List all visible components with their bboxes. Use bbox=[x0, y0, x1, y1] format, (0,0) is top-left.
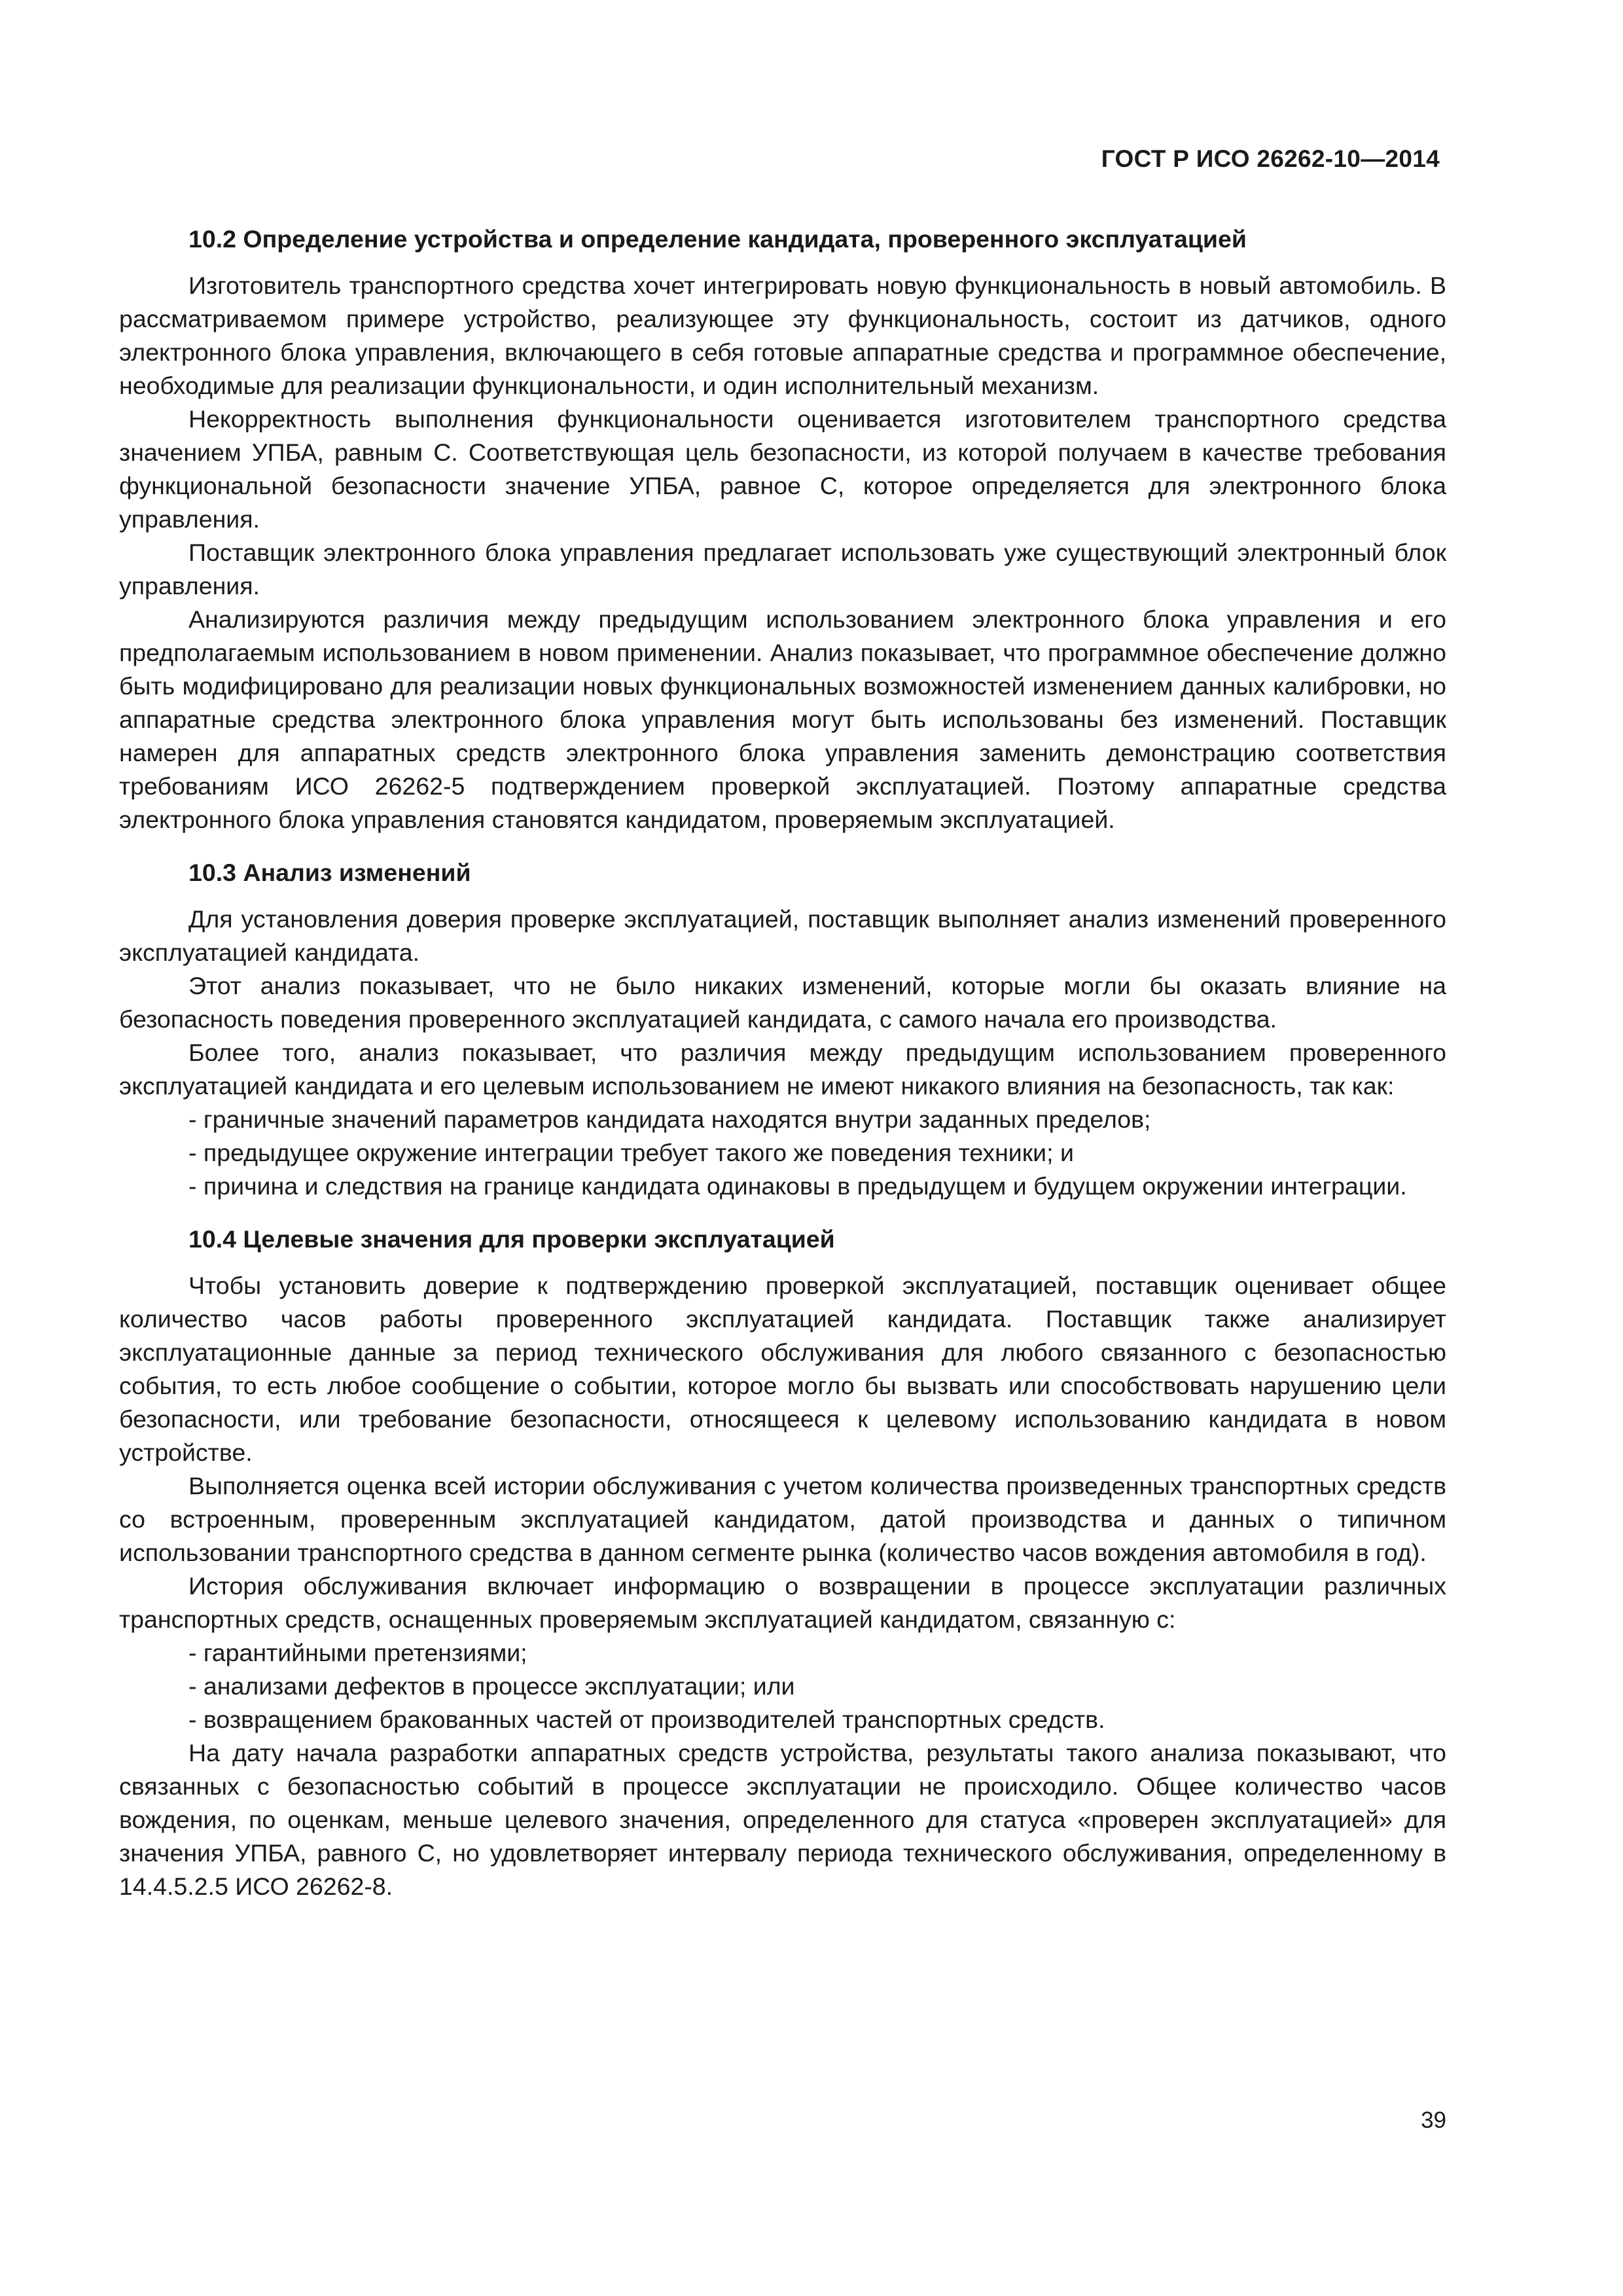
list-item: - возвращением бракованных частей от производителей транспортных средств. bbox=[188, 1706, 1105, 1733]
list-item: - предыдущее окружение интеграции требует такого же поведения техники; и bbox=[188, 1139, 1074, 1166]
paragraph: Поставщик электронного блока управления предлагает использовать уже существующий электронный блок управления. bbox=[119, 539, 1446, 600]
paragraph: Некорректность выполнения функциональности оценивается изготовителем транспортного средства значением УПБА, равным С. Соответствующая цель безопасности, из которой получаем в качестве требования функциональной безопасности значение УПБА, равное С, которое определяется для электронного блока управления. bbox=[119, 405, 1446, 533]
paragraph: Чтобы установить доверие к подтверждению проверкой эксплуатацией, поставщик оценивает общее количество часов работы проверенного эксплуатацией кандидата. Поставщик также анализирует эксплуатационные данные за период технического обслуживания для любого связанного с безопасностью события, то есть любое сообщение о событии, которое могло бы вызвать или способствовать нарушению цели безопасности, или требование безопасности, относящееся к целевому использованию кандидата в новом устройстве. bbox=[119, 1272, 1446, 1466]
list-item: - причина и следствия на границе кандидата одинаковы в предыдущем и будущем окружении интеграции. bbox=[188, 1172, 1407, 1200]
paragraph: Более того, анализ показывает, что различия между предыдущим использованием проверенного эксплуатацией кандидата и его целевым использованием не имеют никакого влияния на безопасность, так как: bbox=[119, 1039, 1446, 1100]
section-heading-10-2: 10.2 Определение устройства и определение кандидата, проверенного эксплуатацией bbox=[188, 225, 1247, 253]
list-item: - гарантийными претензиями; bbox=[188, 1639, 527, 1666]
section-heading-10-3: 10.3 Анализ изменений bbox=[188, 859, 471, 886]
document-body bbox=[119, 223, 1446, 1903]
paragraph: Анализируются различия между предыдущим использованием электронного блока управления и его предполагаемым использованием в новом применении. Анализ показывает, что программное обеспечение должно быть модифицировано для реализации новых функциональных возможностей изменением данных калибровки, но аппаратные средства электронного блока управления могут быть использованы без изменений. Поставщик намерен для аппаратных средств электронного блока управления заменить демонстрацию соответствия требованиям ИСО 26262-5 подтверждением проверкой эксплуатацией. Поэтому аппаратные средства электронного блока управления становятся кандидатом, проверяемым эксплуатацией. bbox=[119, 605, 1446, 833]
paragraph: Этот анализ показывает, что не было никаких изменений, которые могли бы оказать влияние на безопасность поведения проверенного эксплуатацией кандидата, с самого начала его производства. bbox=[119, 972, 1446, 1033]
standard-code-header: ГОСТ Р ИСО 26262-10—2014 bbox=[1101, 145, 1440, 172]
list-item: - граничные значений параметров кандидата находятся внутри заданных пределов; bbox=[188, 1105, 1151, 1133]
paragraph: На дату начала разработки аппаратных средств устройства, результаты такого анализа показывают, что связанных с безопасностью событий в процессе эксплуатации не происходило. Общее количество часов вождения, по оценкам, меньше целевого значения, определенного для статуса «проверен эксплуатацией» для значения УПБА, равного С, но удовлетворяет интервалу периода технического обслуживания, определенному в 14.4.5.2.5 ИСО 26262-8. bbox=[119, 1739, 1446, 1900]
paragraph: Изготовитель транспортного средства хочет интегрировать новую функциональность в новый автомобиль. В рассматриваемом примере устройство, реализующее эту функциональность, состоит из датчиков, одного электронного блока управления, включающего в себя готовые аппаратные средства и программное обеспечение, необходимые для реализации функциональности, и один исполнительный механизм. bbox=[119, 272, 1446, 399]
paragraph: Выполняется оценка всей истории обслуживания с учетом количества произведенных транспортных средств со встроенным, проверенным эксплуатацией кандидатом, датой производства и данных о типичном использовании транспортного средства в данном сегменте рынка (количество часов вождения автомобиля в год). bbox=[119, 1472, 1446, 1566]
paragraph: История обслуживания включает информацию о возвращении в процессе эксплуатации различных транспортных средств, оснащенных проверяемым эксплуатацией кандидатом, связанную с: bbox=[119, 1572, 1446, 1633]
page-number: 39 bbox=[1421, 2108, 1446, 2133]
paragraph: Для установления доверия проверке эксплуатацией, поставщик выполняет анализ изменений проверенного эксплуатацией кандидата. bbox=[119, 905, 1446, 966]
section-heading-10-4: 10.4 Целевые значения для проверки эксплуатацией bbox=[188, 1225, 835, 1253]
list-item: - анализами дефектов в процессе эксплуатации; или bbox=[188, 1672, 795, 1700]
